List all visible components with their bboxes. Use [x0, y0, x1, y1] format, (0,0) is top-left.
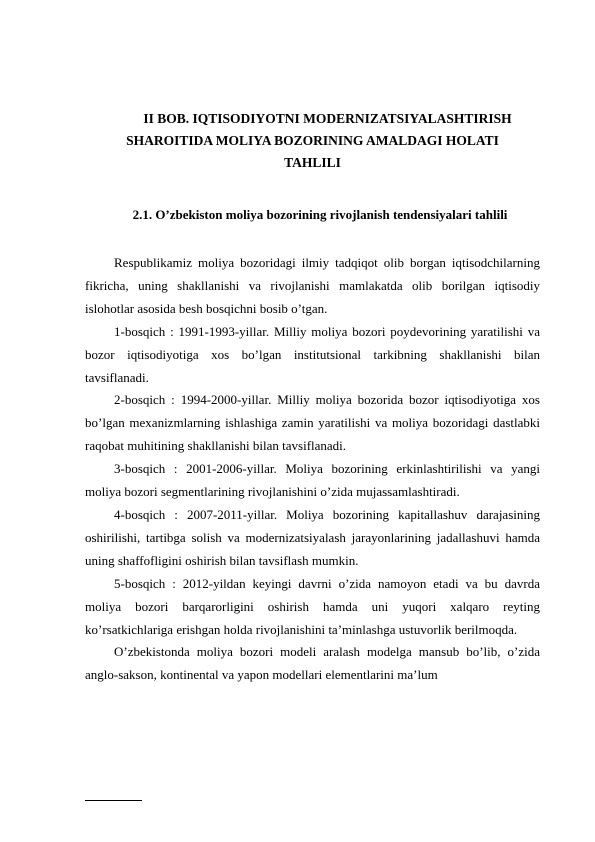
- paragraph-model: O’zbekistonda moliya bozori modeli aralash modelga mansub bo’lib, o’zida anglo-sakson, kontinental va yapon modellari elementlarini ma’lum: [85, 644, 540, 683]
- body-text: [85, 252, 540, 687]
- paragraph-stage-5: 5-bosqich : 2012-yildan keyingi davrni o’zida namoyon etadi va bu davrda moliya bozori barqarorligini oshirish hamda uni yuqori xalqaro reyting ko’rsatkichlariga erishgan holda rivojlanishini ta’minlashga ustuvorlik berilmoqda.: [85, 575, 540, 637]
- paragraph-stage-3: 3-bosqich : 2001-2006-yillar. Moliya bozorining erkinlashtirilishi va yangi moliya bozori segmentlarining rivojlanishini o’zida mujassamlashtiradi.: [85, 461, 540, 500]
- paragraph-stage-2: 2-bosqich : 1994-2000-yillar. Milliy moliya bozorida bozor iqtisodiyotiga xos bo’lgan mexanizmlarning ishlashiga zamin yaratilishi va moliya bozoridagi dastlabki raqobat muhitining shakllanishi bilan tavsiflanadi.: [85, 392, 540, 454]
- paragraph-intro: Respublikamiz moliya bozoridagi ilmiy tadqiqot olib borgan iqtisodchilarning fikricha, uning shakllanishi va rivojlanishi mamlakatda olib borilgan iqtisodiy islohotlar asosida besh bosqichni bosib o’tgan.: [85, 255, 540, 316]
- chapter-title-line-3: TAHLILI: [284, 155, 341, 170]
- paragraph-stage-1: 1-bosqich : 1991-1993-yillar. Milliy moliya bozori poydevorining yaratilishi va bozor iqtisodiyotiga xos bo’lgan institutsional tarkibning shakllanishi bilan tavsiflanadi.: [85, 323, 540, 385]
- paragraph-stage-4: 4-bosqich : 2007-2011-yillar. Moliya bozorining kapitallashuv darajasining oshirilishi, tartibga solish va modernizatsiyalash jarayonlarining jadallashuvi hamda uning shaffofligini oshirish bilan tavsiflash mumkin.: [85, 506, 540, 568]
- chapter-title: [100, 108, 525, 174]
- footnote-separator: [85, 800, 142, 801]
- chapter-title-line-2: SHAROITIDA MOLIYA BOZORINING AMALDAGI HOLATI: [126, 133, 499, 148]
- section-title: 2.1. O’zbekiston moliya bozorining rivojlanish tendensiyalari tahlili: [132, 207, 508, 222]
- chapter-title-line-1: II BOB. IQTISODIYOTNI MODERNIZATSIYALASHTIRISH: [143, 111, 512, 126]
